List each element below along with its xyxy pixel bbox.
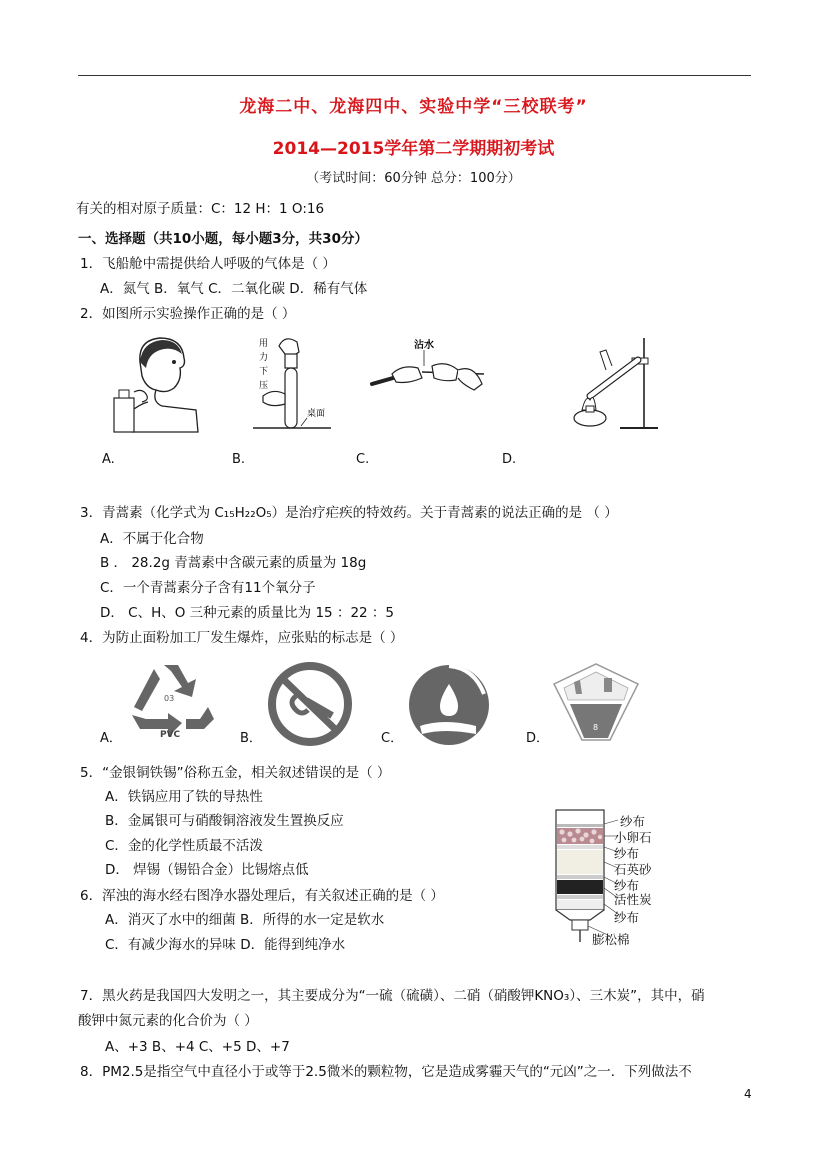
q3-option-c: C．一个青蒿素分子含有11个氧分子 [100, 580, 316, 596]
q3-stem: 3．青蒿素（化学式为 C₁₅H₂₂O₅）是治疗疟疾的特效药。关于青蒿素的说法正确的是 （ ） [80, 505, 618, 521]
q4-stem: 4．为防止面粉加工厂发生爆炸，应张贴的标志是（ ） [80, 630, 404, 646]
filter-label-activated-carbon: 活性炭 [614, 892, 652, 907]
header-rule [78, 75, 751, 76]
q5-stem: 5．“金银铜铁锡”俗称五金，相关叙述错误的是（ ） [80, 765, 391, 781]
q3-option-a: A．不属于化合物 [100, 531, 204, 547]
fig-b-char-2: 力 [259, 353, 269, 363]
q4-figure-c-water-saving-sign [404, 660, 494, 750]
q5-option-c: C．金的化学性质最不活泼 [105, 838, 263, 854]
q2-label-c: C. [356, 452, 370, 467]
q5-option-d: D． 焊锡（锡铅合金）比锡熔点低 [105, 862, 309, 878]
fig-a-number: 03 [164, 694, 175, 703]
q4-label-d: D． [526, 731, 550, 746]
filter-label-gauze-3: 纱布 [614, 878, 640, 893]
filter-label-quartz-sand: 石英砂 [614, 862, 652, 877]
q8-stem: 8．PM2.5是指空气中直径小于或等于2.5微米的颗粒物，它是造成雾霾天气的“元凶”之一．下列做法不 [80, 1064, 692, 1080]
q7-stem-line2: 酸钾中氮元素的化合价为（ ） [78, 1013, 258, 1029]
q2-label-d: D. [502, 452, 517, 467]
fig-b-table-label: 桌面 [307, 409, 326, 419]
q4-figure-d-corrosive-sign [550, 660, 642, 742]
q4-label-a: A． [100, 731, 122, 746]
filter-label-gauze-2: 纱布 [614, 846, 640, 861]
water-filter-diagram [548, 806, 620, 946]
q4-label-b: B． [240, 731, 262, 746]
filter-label-pebbles: 小卵石 [614, 830, 652, 845]
atomic-masses: 有关的相对原子质量：C：12 H：1 O:16 [76, 201, 325, 217]
section-title: 一、选择题（共10小题，每小题3分，共30分） [78, 231, 368, 247]
fig-d-number: 8 [593, 723, 599, 732]
q2-figure-b-pressing [245, 332, 335, 436]
q2-figure-a-smelling [112, 332, 202, 436]
fig-b-char-4: 压 [259, 381, 269, 391]
exam-info: （考试时间：60分钟 总分：100分） [306, 171, 521, 186]
q3-option-b: B ． 28.2g 青蒿素中含碳元素的质量为 18g [100, 555, 367, 571]
q2-figure-d-heating [560, 330, 660, 434]
fig-c-label: 沾水 [414, 340, 434, 351]
fig-b-char-1: 用 [259, 339, 269, 349]
q6-stem: 6．浑浊的海水经右图净水器处理后，有关叙述正确的是（ ） [80, 888, 444, 904]
q2-label-b: B. [232, 452, 246, 467]
q4-figure-a-recycle-sign [124, 657, 218, 737]
fig-b-char-3: 下 [259, 367, 269, 377]
q4-figure-b-no-smoking-sign [266, 660, 354, 748]
q2-stem: 2．如图所示实验操作正确的是（ ） [80, 306, 296, 322]
page-number: 4 [744, 1087, 752, 1101]
exam-subtitle: 2014—2015学年第二学期期初考试 [272, 139, 555, 159]
q6-options-1: A．消灭了水中的细菌 B．所得的水一定是软水 [105, 912, 385, 928]
q1-options: A．氮气 B．氧气 C．二氧化碳 D．稀有气体 [100, 281, 368, 297]
fig-a-label: PVC [160, 730, 181, 737]
filter-label-gauze-1: 纱布 [620, 814, 646, 829]
q7-stem-line1: 7．黑火药是我国四大发明之一，其主要成分为“一硫（硫磺）、二硝（硝酸钾KNO₃）、三木炭”，其中，硝 [80, 988, 705, 1004]
q5-option-a: A．铁锅应用了铁的导热性 [105, 789, 263, 805]
q5-option-b: B．金属银可与硝酸铜溶液发生置换反应 [105, 813, 344, 829]
q7-options: A、+3 B、+4 C、+5 D、+7 [105, 1039, 290, 1055]
q2-label-a: A. [102, 452, 115, 467]
filter-label-gauze-4: 纱布 [614, 910, 640, 925]
q6-options-2: C．有减少海水的异味 D．能得到纯净水 [105, 937, 346, 953]
q3-option-d: D． C、H、O 三种元素的质量比为 15 ：22 ：5 [100, 605, 395, 621]
q4-label-c: C． [381, 731, 404, 746]
exam-title: 龙海二中、龙海四中、实验中学“三校联考” [239, 97, 588, 117]
q2-figure-c-inserting-tube [362, 334, 492, 398]
filter-label-cotton: 膨松棉 [592, 932, 630, 947]
q1-stem: 1．飞船舱中需提供给人呼吸的气体是（ ） [80, 256, 336, 272]
